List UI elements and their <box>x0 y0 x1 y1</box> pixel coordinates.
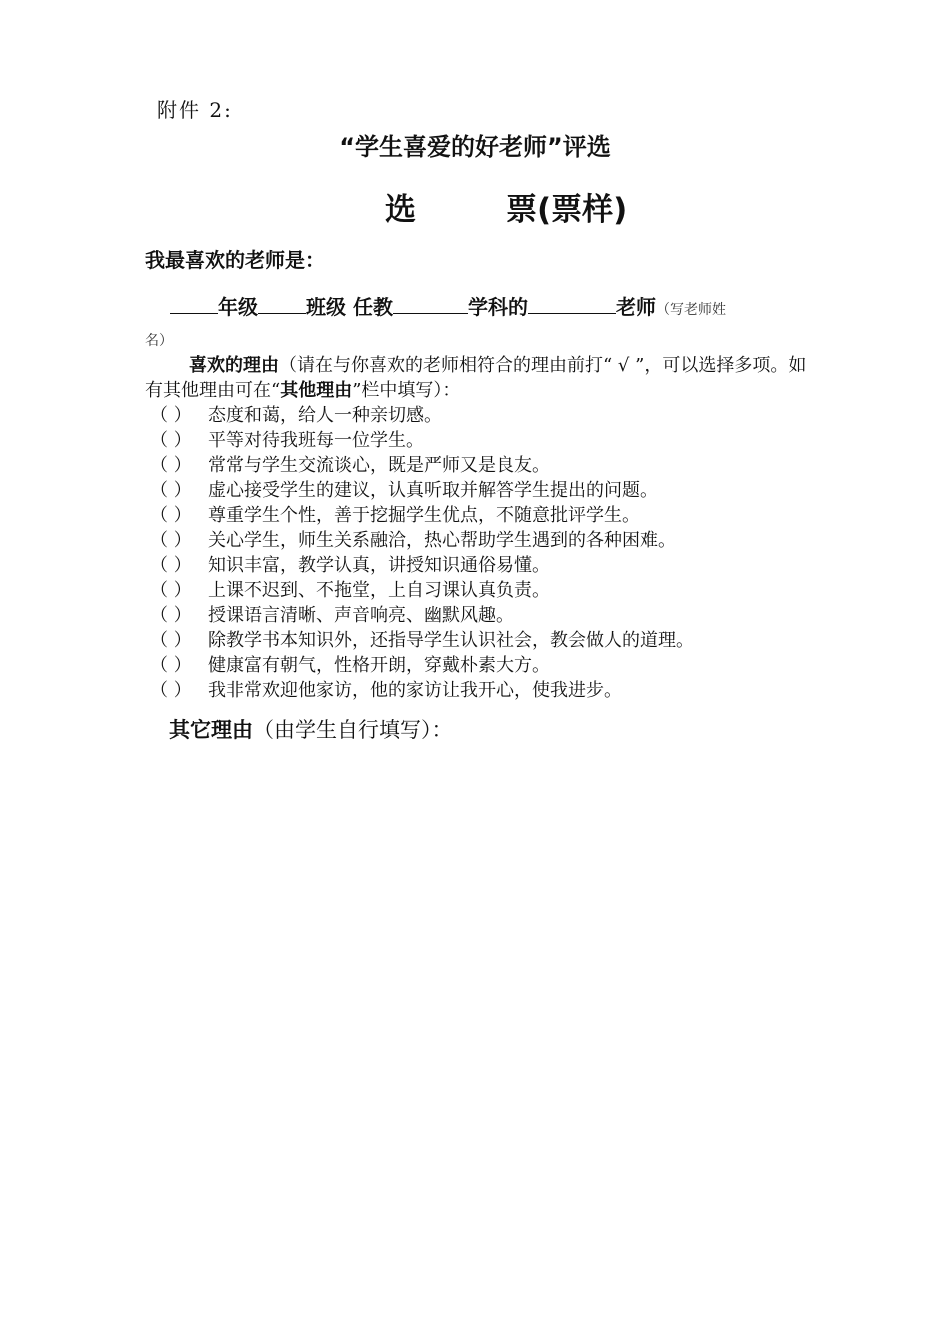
list-item <box>150 428 694 453</box>
name-note: （写老师姓 <box>655 302 726 318</box>
list-item <box>150 653 694 678</box>
subtitle-part-b: 票(票样) <box>506 192 628 228</box>
checkbox-parens[interactable]: （ ） <box>150 430 192 451</box>
reason-text: 上课不迟到、不拖堂，上自习课认真负责。 <box>208 580 550 601</box>
checkbox-parens[interactable]: （ ） <box>150 505 192 526</box>
reason-text: 常常与学生交流谈心，既是严师又是良友。 <box>208 455 550 476</box>
reason-text: 健康富有朝气，性格开朗，穿戴朴素大方。 <box>208 655 550 676</box>
reason-text: 虚心接受学生的建议，认真听取并解答学生提出的问题。 <box>208 480 658 501</box>
teacher-fill-row <box>170 291 726 320</box>
checkbox-parens[interactable]: （ ） <box>150 655 192 676</box>
list-item <box>150 603 694 628</box>
checkbox-parens[interactable]: （ ） <box>150 405 192 426</box>
reasons-list <box>150 403 694 703</box>
reasons-heading: 喜欢的理由 <box>189 355 279 376</box>
other-reasons-label: 其它理由 <box>169 718 253 742</box>
checkbox-parens[interactable]: （ ） <box>150 680 192 701</box>
checkbox-parens[interactable]: （ ） <box>150 630 192 651</box>
list-item <box>150 678 694 703</box>
class-label: 班级 任教 <box>306 295 393 319</box>
reason-text: 我非常欢迎他家访，他的家访让我开心，使我进步。 <box>208 680 622 701</box>
teacher-name-blank[interactable] <box>528 292 616 314</box>
reason-text: 平等对待我班每一位学生。 <box>208 430 424 451</box>
reasons-intro <box>145 353 810 403</box>
checkbox-parens[interactable]: （ ） <box>150 555 192 576</box>
checkbox-parens[interactable]: （ ） <box>150 530 192 551</box>
checkbox-parens[interactable]: （ ） <box>150 605 192 626</box>
checkbox-parens[interactable]: （ ） <box>150 480 192 501</box>
list-item <box>150 503 694 528</box>
list-item <box>150 528 694 553</box>
checkbox-parens[interactable]: （ ） <box>150 455 192 476</box>
subtitle-part-a: 选 <box>385 192 416 228</box>
checkbox-parens[interactable]: （ ） <box>150 580 192 601</box>
teacher-label: 老师 <box>615 295 656 319</box>
list-item <box>150 453 694 478</box>
class-blank[interactable] <box>258 292 306 314</box>
list-item <box>150 478 694 503</box>
reason-text: 除教学书本知识外，还指导学生认识社会，教会做人的道理。 <box>208 630 694 651</box>
list-item <box>150 578 694 603</box>
reason-text: 尊重学生个性，善于挖掘学生优点，不随意批评学生。 <box>208 505 640 526</box>
grade-blank[interactable] <box>170 292 218 314</box>
favorite-teacher-label: 我最喜欢的老师是： <box>145 248 325 272</box>
reason-text: 态度和蔼，给人一种亲切感。 <box>208 405 442 426</box>
list-item <box>150 403 694 428</box>
reasons-instruction-b: ”栏中填写）： <box>352 380 461 401</box>
page-title: “学生喜爱的好老师”评选 <box>339 133 611 161</box>
attachment-label: 附件 2: <box>157 98 233 122</box>
grade-label: 年级 <box>218 295 258 319</box>
list-item <box>150 628 694 653</box>
other-reasons-ref: 其他理由 <box>280 380 353 401</box>
reason-text: 知识丰富，教学认真，讲授知识通俗易懂。 <box>208 555 550 576</box>
reasons-instruction-a: （请在与你喜欢的老师相符合的理由前打“ √ ”，可以选择多项。如有其他理由可在“ <box>145 355 807 401</box>
ballot-subtitle <box>385 184 627 229</box>
subject-label: 学科的 <box>467 295 528 319</box>
reason-text: 授课语言清晰、声音响亮、幽默风趣。 <box>208 605 514 626</box>
list-item <box>150 553 694 578</box>
reason-text: 关心学生，师生关系融洽，热心帮助学生遇到的各种困难。 <box>208 530 676 551</box>
name-note-continued: 名） <box>145 333 173 349</box>
other-reasons[interactable] <box>169 714 453 744</box>
other-reasons-note: （由学生自行填写）： <box>253 718 453 742</box>
subject-blank[interactable] <box>393 292 468 314</box>
